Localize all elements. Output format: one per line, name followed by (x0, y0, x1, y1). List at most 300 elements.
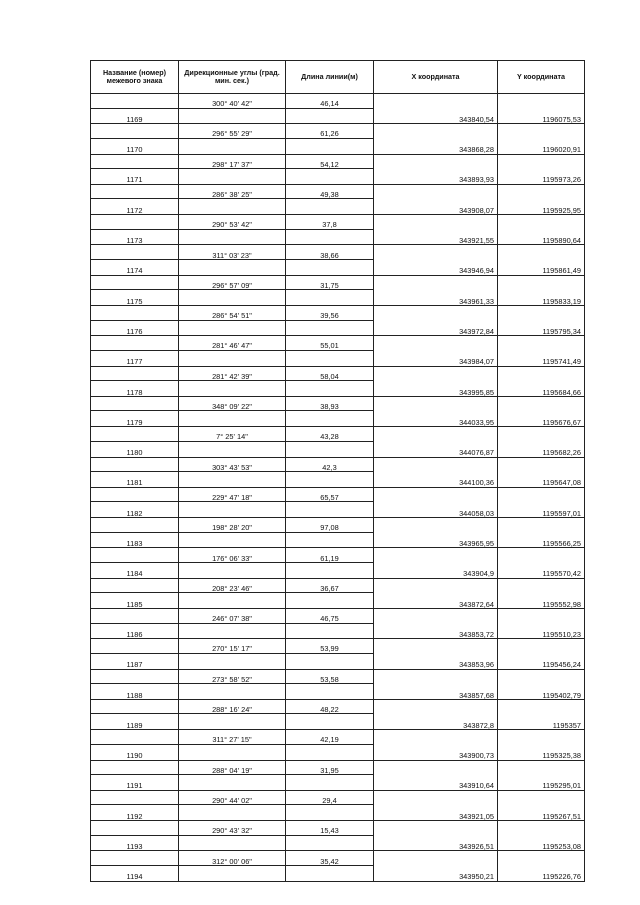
line-length-cell: 35,42 (286, 851, 374, 866)
segment-empty-cell (498, 851, 585, 866)
segment-row (91, 154, 585, 169)
point-empty-cell (286, 532, 374, 548)
point-name-cell: 1181 (91, 472, 179, 488)
header-x: X координата (374, 61, 498, 94)
direction-angle-cell: 296° 55' 29" (179, 124, 286, 139)
y-coordinate-cell: 1195973,26 (498, 169, 585, 185)
segment-empty-cell (374, 548, 498, 563)
header-y: Y координата (498, 61, 585, 94)
point-empty-cell (179, 562, 286, 578)
line-length-cell: 42,19 (286, 730, 374, 745)
y-coordinate-cell: 1195357 (498, 714, 585, 730)
x-coordinate-cell: 343921,55 (374, 229, 498, 245)
y-coordinate-cell: 1195295,01 (498, 775, 585, 791)
segment-empty-cell (374, 851, 498, 866)
table-row (91, 562, 585, 578)
point-name-cell: 1178 (91, 381, 179, 397)
line-length-cell: 46,14 (286, 94, 374, 109)
segment-gap-cell (91, 578, 179, 593)
point-empty-cell (179, 805, 286, 821)
y-coordinate-cell: 1195456,24 (498, 653, 585, 669)
line-length-cell: 42,3 (286, 457, 374, 472)
segment-empty-cell (374, 669, 498, 684)
segment-gap-cell (91, 821, 179, 836)
line-length-cell: 55,01 (286, 336, 374, 351)
point-empty-cell (286, 108, 374, 124)
line-length-cell: 65,57 (286, 487, 374, 502)
segment-row (91, 487, 585, 502)
segment-empty-cell (374, 306, 498, 321)
point-name-cell: 1191 (91, 775, 179, 791)
y-coordinate-cell: 1195795,34 (498, 320, 585, 336)
point-name-cell: 1171 (91, 169, 179, 185)
point-name-cell: 1190 (91, 744, 179, 760)
segment-empty-cell (498, 639, 585, 654)
segment-empty-cell (374, 457, 498, 472)
segment-empty-cell (374, 245, 498, 260)
point-empty-cell (179, 441, 286, 457)
segment-empty-cell (498, 730, 585, 745)
point-empty-cell (179, 320, 286, 336)
point-empty-cell (179, 169, 286, 185)
point-empty-cell (286, 138, 374, 154)
segment-empty-cell (374, 366, 498, 381)
table-row (91, 775, 585, 791)
segment-empty-cell (374, 396, 498, 411)
line-length-cell: 61,19 (286, 548, 374, 563)
point-empty-cell (286, 623, 374, 639)
segment-empty-cell (374, 578, 498, 593)
y-coordinate-cell: 1195597,01 (498, 502, 585, 518)
x-coordinate-cell: 343900,73 (374, 744, 498, 760)
y-coordinate-cell: 1195566,25 (498, 532, 585, 548)
point-empty-cell (286, 199, 374, 215)
y-coordinate-cell: 1195402,79 (498, 684, 585, 700)
point-empty-cell (179, 381, 286, 397)
table-row (91, 138, 585, 154)
y-coordinate-cell: 1195226,76 (498, 865, 585, 881)
x-coordinate-cell: 343840,54 (374, 108, 498, 124)
segment-gap-cell (91, 699, 179, 714)
table-row (91, 381, 585, 397)
segment-empty-cell (374, 821, 498, 836)
segment-gap-cell (91, 487, 179, 502)
segment-row (91, 245, 585, 260)
line-length-cell: 29,4 (286, 790, 374, 805)
segment-empty-cell (498, 578, 585, 593)
segment-row (91, 669, 585, 684)
line-length-cell: 15,43 (286, 821, 374, 836)
line-length-cell: 53,99 (286, 639, 374, 654)
segment-row (91, 548, 585, 563)
x-coordinate-cell: 343995,85 (374, 381, 498, 397)
table-row (91, 714, 585, 730)
direction-angle-cell: 208° 23' 46" (179, 578, 286, 593)
direction-angle-cell: 300° 40' 42" (179, 94, 286, 109)
segment-row (91, 457, 585, 472)
y-coordinate-cell: 1195684,66 (498, 381, 585, 397)
direction-angle-cell: 286° 54' 51" (179, 306, 286, 321)
segment-empty-cell (498, 124, 585, 139)
segment-row (91, 699, 585, 714)
segment-empty-cell (374, 94, 498, 109)
x-coordinate-cell: 343893,93 (374, 169, 498, 185)
segment-empty-cell (374, 790, 498, 805)
table-row (91, 805, 585, 821)
line-length-cell: 53,58 (286, 669, 374, 684)
segment-gap-cell (91, 457, 179, 472)
point-empty-cell (179, 502, 286, 518)
segment-gap-cell (91, 336, 179, 351)
y-coordinate-cell: 1195552,98 (498, 593, 585, 609)
point-name-cell: 1188 (91, 684, 179, 700)
direction-angle-cell: 312° 00' 06" (179, 851, 286, 866)
segment-row (91, 396, 585, 411)
y-coordinate-cell: 1196020,91 (498, 138, 585, 154)
x-coordinate-cell: 344058,03 (374, 502, 498, 518)
segment-empty-cell (374, 124, 498, 139)
point-name-cell: 1189 (91, 714, 179, 730)
segment-row (91, 730, 585, 745)
segment-row (91, 94, 585, 109)
y-coordinate-cell: 1195570,42 (498, 562, 585, 578)
header-length: Длина линии(м) (286, 61, 374, 94)
segment-empty-cell (498, 669, 585, 684)
point-empty-cell (286, 653, 374, 669)
point-empty-cell (286, 472, 374, 488)
point-empty-cell (286, 714, 374, 730)
direction-angle-cell: 290° 53' 42" (179, 215, 286, 230)
point-empty-cell (179, 593, 286, 609)
point-empty-cell (179, 744, 286, 760)
table-row (91, 199, 585, 215)
x-coordinate-cell: 343908,07 (374, 199, 498, 215)
table-row (91, 320, 585, 336)
direction-angle-cell: 281° 46' 47" (179, 336, 286, 351)
segment-row (91, 275, 585, 290)
y-coordinate-cell: 1195833,19 (498, 290, 585, 306)
segment-empty-cell (498, 760, 585, 775)
point-empty-cell (286, 259, 374, 275)
segment-empty-cell (498, 427, 585, 442)
point-empty-cell (286, 744, 374, 760)
segment-empty-cell (498, 94, 585, 109)
segment-empty-cell (498, 790, 585, 805)
direction-angle-cell: 311° 27' 15" (179, 730, 286, 745)
segment-row (91, 366, 585, 381)
point-empty-cell (286, 865, 374, 881)
table-row (91, 229, 585, 245)
direction-angle-cell: 229° 47' 18" (179, 487, 286, 502)
segment-gap-cell (91, 851, 179, 866)
line-length-cell: 97,08 (286, 518, 374, 533)
point-empty-cell (179, 350, 286, 366)
header-angle: Дирекционные углы (град. мин. сек.) (179, 61, 286, 94)
segment-gap-cell (91, 518, 179, 533)
segment-gap-cell (91, 366, 179, 381)
point-empty-cell (179, 229, 286, 245)
line-length-cell: 37,8 (286, 215, 374, 230)
point-empty-cell (179, 653, 286, 669)
point-name-cell: 1173 (91, 229, 179, 245)
y-coordinate-cell: 1195890,64 (498, 229, 585, 245)
segment-gap-cell (91, 427, 179, 442)
segment-row (91, 790, 585, 805)
table-row (91, 259, 585, 275)
table-header-row (91, 61, 585, 94)
direction-angle-cell: 296° 57' 09" (179, 275, 286, 290)
segment-gap-cell (91, 548, 179, 563)
y-coordinate-cell: 1195267,51 (498, 805, 585, 821)
direction-angle-cell: 7° 25' 14" (179, 427, 286, 442)
line-length-cell: 61,26 (286, 124, 374, 139)
direction-angle-cell: 348° 09' 22" (179, 396, 286, 411)
segment-row (91, 427, 585, 442)
point-name-cell: 1193 (91, 835, 179, 851)
direction-angle-cell: 290° 44' 02" (179, 790, 286, 805)
segment-empty-cell (498, 154, 585, 169)
point-empty-cell (179, 835, 286, 851)
point-empty-cell (286, 350, 374, 366)
x-coordinate-cell: 343921,05 (374, 805, 498, 821)
point-name-cell: 1194 (91, 865, 179, 881)
segment-empty-cell (374, 427, 498, 442)
segment-empty-cell (498, 366, 585, 381)
point-name-cell: 1175 (91, 290, 179, 306)
direction-angle-cell: 286° 38' 25" (179, 184, 286, 199)
segment-empty-cell (374, 336, 498, 351)
point-name-cell: 1179 (91, 411, 179, 427)
x-coordinate-cell: 343853,96 (374, 653, 498, 669)
line-length-cell: 38,66 (286, 245, 374, 260)
direction-angle-cell: 270° 15' 17" (179, 639, 286, 654)
point-empty-cell (286, 805, 374, 821)
segment-row (91, 215, 585, 230)
point-name-cell: 1174 (91, 259, 179, 275)
segment-gap-cell (91, 275, 179, 290)
line-length-cell: 31,95 (286, 760, 374, 775)
table-row (91, 593, 585, 609)
point-empty-cell (286, 684, 374, 700)
point-name-cell: 1176 (91, 320, 179, 336)
direction-angle-cell: 290° 43' 32" (179, 821, 286, 836)
point-name-cell: 1184 (91, 562, 179, 578)
table-body (91, 94, 585, 882)
x-coordinate-cell: 343910,64 (374, 775, 498, 791)
segment-gap-cell (91, 184, 179, 199)
direction-angle-cell: 273° 58' 52" (179, 669, 286, 684)
segment-empty-cell (498, 518, 585, 533)
segment-row (91, 184, 585, 199)
segment-gap-cell (91, 94, 179, 109)
segment-row (91, 760, 585, 775)
table-row (91, 684, 585, 700)
point-empty-cell (179, 775, 286, 791)
table-row (91, 532, 585, 548)
point-empty-cell (286, 835, 374, 851)
segment-gap-cell (91, 609, 179, 624)
segment-empty-cell (374, 639, 498, 654)
direction-angle-cell: 288° 16' 24" (179, 699, 286, 714)
x-coordinate-cell: 343872,64 (374, 593, 498, 609)
x-coordinate-cell: 343972,84 (374, 320, 498, 336)
segment-row (91, 518, 585, 533)
line-length-cell: 36,67 (286, 578, 374, 593)
y-coordinate-cell: 1195861,49 (498, 259, 585, 275)
x-coordinate-cell: 343857,68 (374, 684, 498, 700)
segment-row (91, 639, 585, 654)
segment-row (91, 124, 585, 139)
direction-angle-cell: 198° 28' 20" (179, 518, 286, 533)
x-coordinate-cell: 343946,94 (374, 259, 498, 275)
segment-row (91, 609, 585, 624)
x-coordinate-cell: 343984,07 (374, 350, 498, 366)
point-name-cell: 1177 (91, 350, 179, 366)
point-empty-cell (179, 138, 286, 154)
point-name-cell: 1182 (91, 502, 179, 518)
point-name-cell: 1169 (91, 108, 179, 124)
point-empty-cell (286, 441, 374, 457)
point-empty-cell (179, 623, 286, 639)
point-empty-cell (179, 411, 286, 427)
direction-angle-cell: 281° 42' 39" (179, 366, 286, 381)
segment-empty-cell (498, 609, 585, 624)
direction-angle-cell: 298° 17' 37" (179, 154, 286, 169)
table-row (91, 835, 585, 851)
point-name-cell: 1187 (91, 653, 179, 669)
point-name-cell: 1170 (91, 138, 179, 154)
segment-empty-cell (498, 215, 585, 230)
segment-empty-cell (498, 245, 585, 260)
segment-gap-cell (91, 760, 179, 775)
segment-gap-cell (91, 154, 179, 169)
point-empty-cell (286, 593, 374, 609)
point-name-cell: 1192 (91, 805, 179, 821)
line-length-cell: 39,56 (286, 306, 374, 321)
point-empty-cell (286, 169, 374, 185)
line-length-cell: 38,93 (286, 396, 374, 411)
point-empty-cell (179, 472, 286, 488)
segment-empty-cell (374, 518, 498, 533)
point-empty-cell (286, 381, 374, 397)
segment-gap-cell (91, 790, 179, 805)
point-empty-cell (286, 562, 374, 578)
point-empty-cell (179, 108, 286, 124)
line-length-cell: 43,28 (286, 427, 374, 442)
line-length-cell: 46,75 (286, 609, 374, 624)
table-row (91, 865, 585, 881)
x-coordinate-cell: 343868,28 (374, 138, 498, 154)
segment-empty-cell (374, 730, 498, 745)
y-coordinate-cell: 1195682,26 (498, 441, 585, 457)
y-coordinate-cell: 1195253,08 (498, 835, 585, 851)
segment-gap-cell (91, 306, 179, 321)
table-row (91, 623, 585, 639)
point-name-cell: 1172 (91, 199, 179, 215)
segment-empty-cell (498, 548, 585, 563)
point-empty-cell (179, 290, 286, 306)
table-row (91, 653, 585, 669)
segment-empty-cell (374, 154, 498, 169)
segment-gap-cell (91, 730, 179, 745)
table-row (91, 441, 585, 457)
table-row (91, 290, 585, 306)
x-coordinate-cell: 343904,9 (374, 562, 498, 578)
table-row (91, 744, 585, 760)
header-name: Название (номер) межевого знака (91, 61, 179, 94)
segment-row (91, 821, 585, 836)
point-name-cell: 1185 (91, 593, 179, 609)
direction-angle-cell: 288° 04' 19" (179, 760, 286, 775)
y-coordinate-cell: 1195741,49 (498, 350, 585, 366)
table-row (91, 411, 585, 427)
point-empty-cell (286, 775, 374, 791)
segment-empty-cell (498, 487, 585, 502)
x-coordinate-cell: 344076,87 (374, 441, 498, 457)
segment-row (91, 578, 585, 593)
x-coordinate-cell: 343853,72 (374, 623, 498, 639)
x-coordinate-cell: 343926,51 (374, 835, 498, 851)
line-length-cell: 54,12 (286, 154, 374, 169)
table-row (91, 350, 585, 366)
table-row (91, 169, 585, 185)
point-name-cell: 1183 (91, 532, 179, 548)
direction-angle-cell: 303° 43' 53" (179, 457, 286, 472)
segment-empty-cell (374, 184, 498, 199)
segment-empty-cell (374, 215, 498, 230)
point-name-cell: 1180 (91, 441, 179, 457)
segment-gap-cell (91, 669, 179, 684)
line-length-cell: 48,22 (286, 699, 374, 714)
x-coordinate-cell: 344033,95 (374, 411, 498, 427)
segment-empty-cell (374, 699, 498, 714)
direction-angle-cell: 176° 06' 33" (179, 548, 286, 563)
y-coordinate-cell: 1195325,38 (498, 744, 585, 760)
point-empty-cell (179, 865, 286, 881)
point-empty-cell (179, 532, 286, 548)
segment-empty-cell (374, 760, 498, 775)
segment-empty-cell (498, 457, 585, 472)
point-empty-cell (179, 259, 286, 275)
segment-gap-cell (91, 124, 179, 139)
point-empty-cell (286, 229, 374, 245)
line-length-cell: 58,04 (286, 366, 374, 381)
point-name-cell: 1186 (91, 623, 179, 639)
point-empty-cell (286, 290, 374, 306)
point-empty-cell (286, 411, 374, 427)
y-coordinate-cell: 1195925,95 (498, 199, 585, 215)
segment-row (91, 336, 585, 351)
line-length-cell: 49,38 (286, 184, 374, 199)
y-coordinate-cell: 1195676,67 (498, 411, 585, 427)
direction-angle-cell: 246° 07' 38" (179, 609, 286, 624)
segment-empty-cell (498, 275, 585, 290)
segment-empty-cell (498, 396, 585, 411)
x-coordinate-cell: 343950,21 (374, 865, 498, 881)
table-row (91, 472, 585, 488)
segment-gap-cell (91, 245, 179, 260)
y-coordinate-cell: 1195510,23 (498, 623, 585, 639)
segment-gap-cell (91, 639, 179, 654)
y-coordinate-cell: 1195647,08 (498, 472, 585, 488)
point-empty-cell (286, 502, 374, 518)
y-coordinate-cell: 1196075,53 (498, 108, 585, 124)
segment-empty-cell (498, 821, 585, 836)
segment-empty-cell (374, 275, 498, 290)
segment-gap-cell (91, 396, 179, 411)
point-empty-cell (179, 714, 286, 730)
segment-empty-cell (374, 487, 498, 502)
